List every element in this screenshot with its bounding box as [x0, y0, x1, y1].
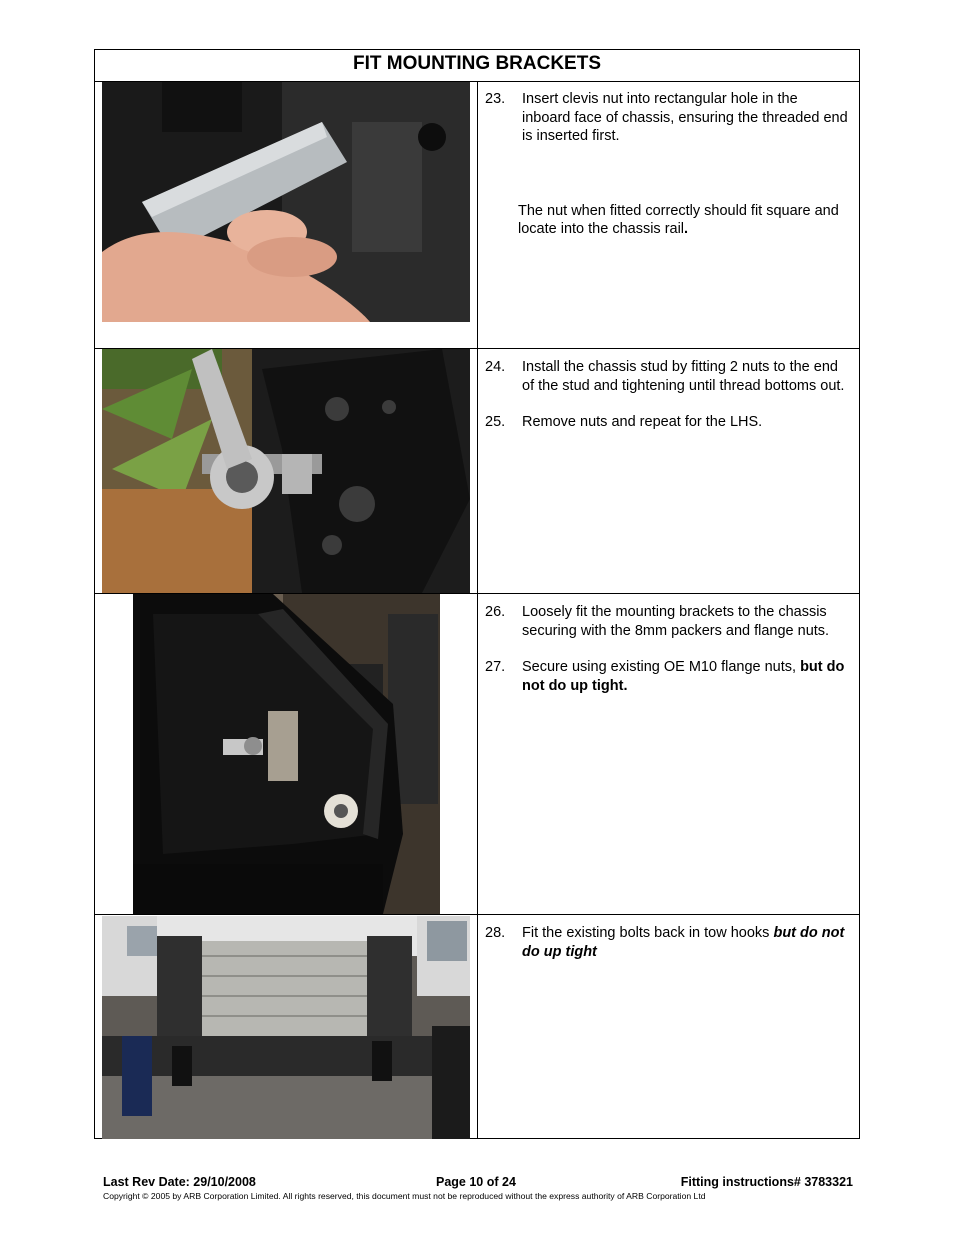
step-27: 27. Secure using existing OE M10 flange nuts, but do not do up tight.	[485, 659, 845, 694]
copyright-notice: Copyright © 2005 by ARB Corporation Limited. All rights reserved, this document must not be reproduced without the express authority of ARB Corporation Ltd	[103, 1191, 706, 1201]
step-28: 28. Fit the existing bolts back in tow hooks but do not do up tight	[485, 925, 845, 960]
step-26: 26. Loosely fit the mounting brackets to the chassis securing with the 8mm packers and flange nuts.	[485, 604, 830, 639]
step-text-24-25	[485, 358, 850, 432]
step-row-23	[95, 81, 859, 349]
step-25: 25. Remove nuts and repeat for the LHS.	[485, 414, 763, 430]
rev-date: Last Rev Date: 29/10/2008	[103, 1175, 256, 1189]
step-23-note: The nut when fitted correctly should fit square and locate into the chassis rail.	[518, 202, 839, 237]
step-text-23	[485, 90, 850, 239]
step-row-24-25	[95, 348, 859, 593]
page-number: Page 10 of 24	[436, 1175, 516, 1189]
photo-chassis-stud	[102, 349, 470, 593]
page-title: FIT MOUNTING BRACKETS	[95, 50, 859, 82]
instruction-sheet	[94, 49, 860, 1139]
photo-tow-hooks	[102, 916, 470, 1139]
fitting-instructions-number: Fitting instructions# 3783321	[680, 1175, 853, 1189]
step-24: 24. Install the chassis stud by fitting 2 nuts to the end of the stud and tightening until thread bottoms out.	[485, 359, 845, 394]
step-row-28	[95, 914, 859, 1139]
photo-mounting-bracket	[133, 594, 440, 914]
step-text-28	[485, 924, 850, 961]
page-footer	[103, 1175, 855, 1201]
step-23: 23. Insert clevis nut into rectangular hole in the inboard face of chassis, ensuring the threaded end is inserted first.	[485, 91, 848, 144]
step-row-26-27	[95, 593, 859, 914]
step-text-26-27	[485, 603, 850, 695]
photo-clevis-nut	[102, 82, 470, 322]
